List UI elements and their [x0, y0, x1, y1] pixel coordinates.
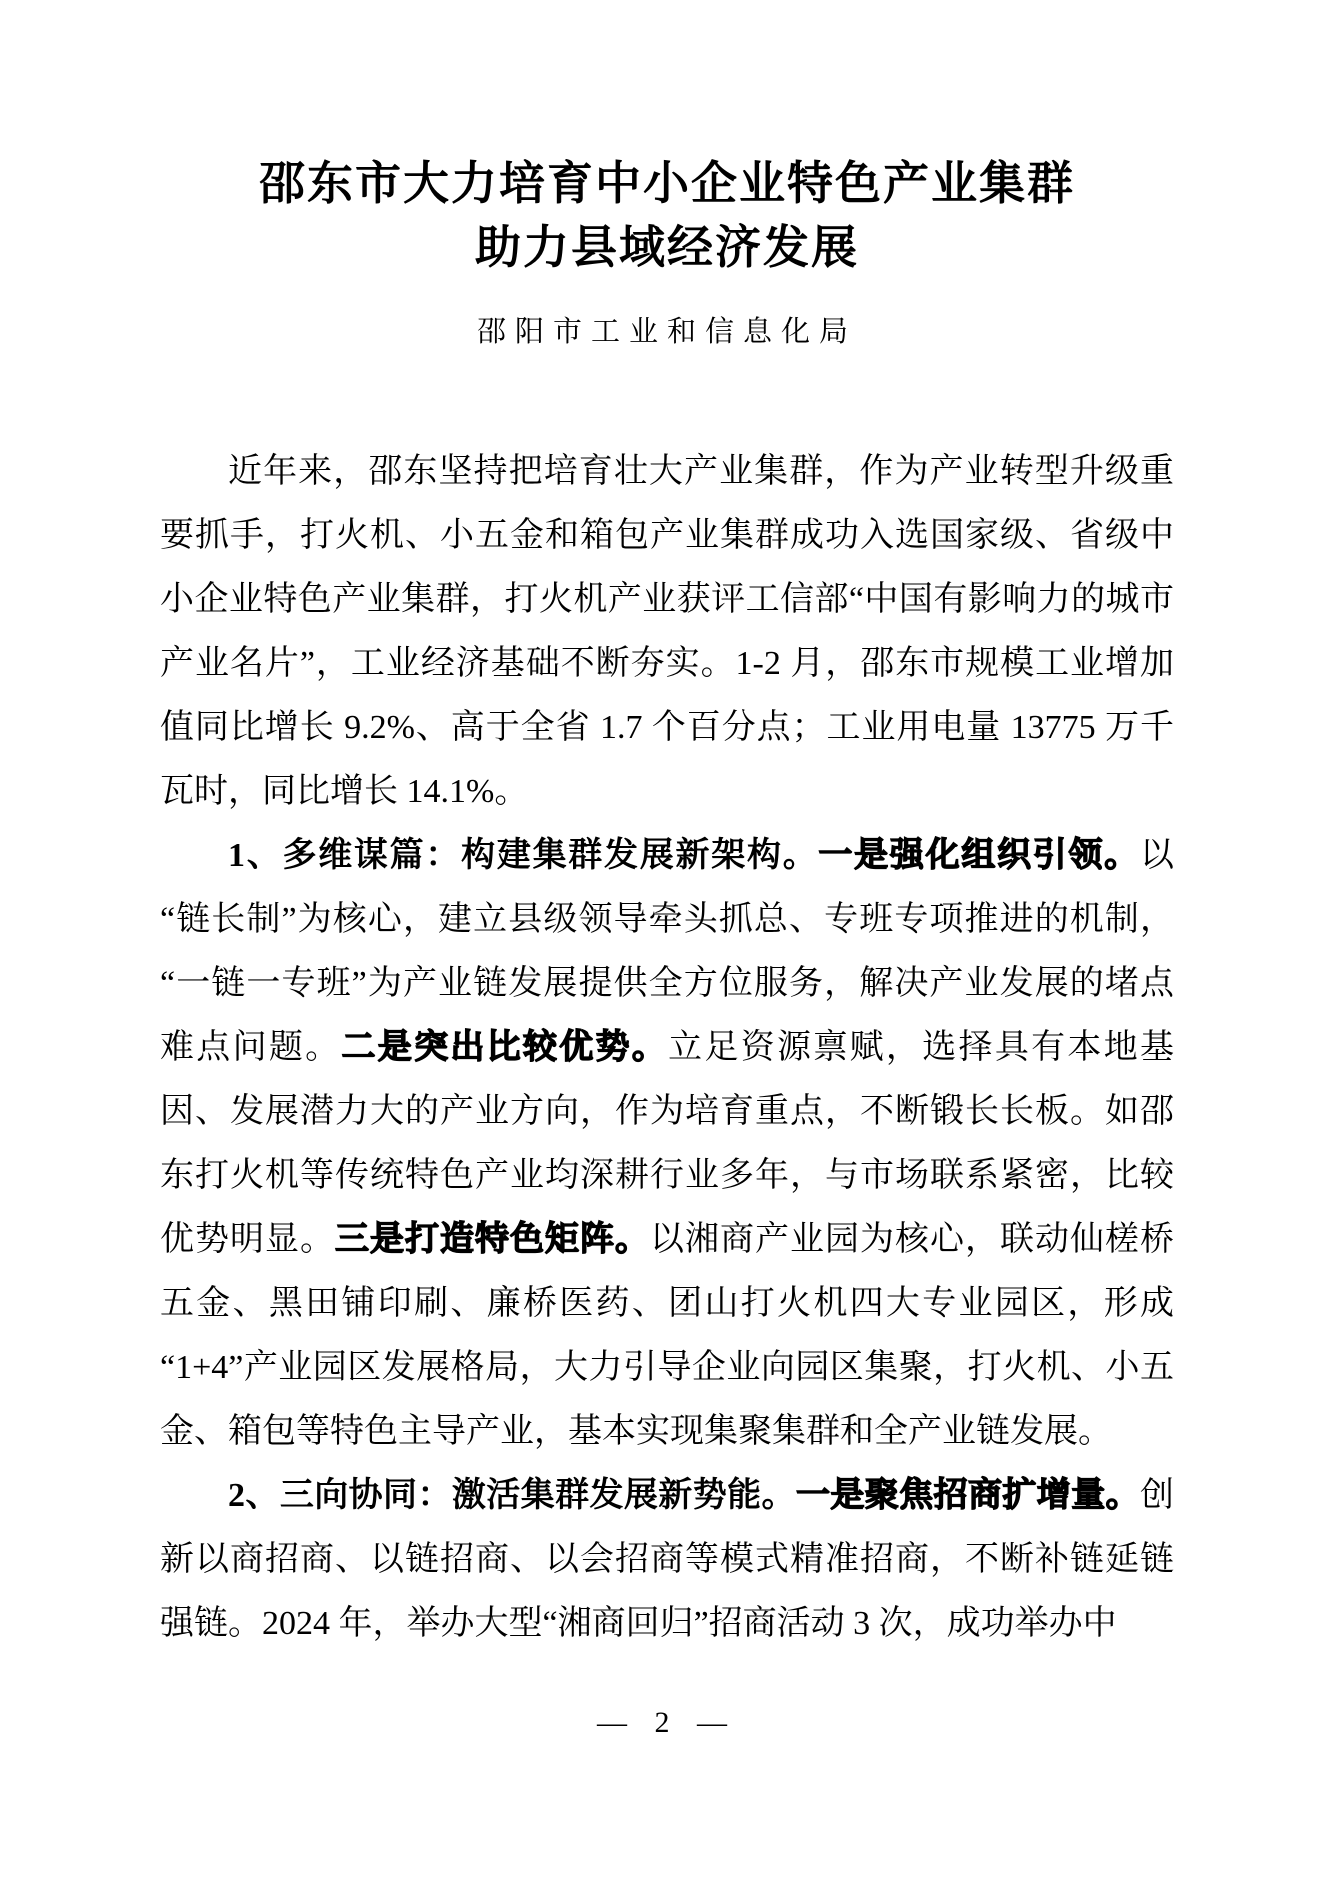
document-author-org: 邵阳市工业和信息化局 [476, 316, 857, 348]
text-run: 立足资源禀赋，选择具有本地基因、发展潜力大的产业方向，作为培育重点，不断锻长长板。如邵东打火机等传统特色产业均深耕行业多年，与市场联系紧密，比较优势明显。 [160, 1029, 1175, 1258]
text-run: 以湘商产业园为核心，联动仙槎桥五金、黑田铺印刷、廉桥医药、团山打火机四大专业园区，形成“1+4”产业园区发展格局，大力引导企业向园区集聚，打火机、小五金、箱包等特色主导产业，基本实现集聚集群和全产业链发展。 [160, 1221, 1174, 1450]
emphasis-text-run: 一是聚焦招商扩增量。 [795, 1477, 1141, 1514]
document-title-line1: 邵东市大力培育中小企业特色产业集群 [259, 158, 1075, 209]
paragraph [160, 1464, 1174, 1656]
section-text-run: 2、三向协同：激活集群发展新势能。 [228, 1477, 796, 1514]
paragraph [160, 440, 1174, 824]
section-text-run: 1、多维谋篇：构建集群发展新架构。 [228, 837, 819, 874]
document-title [0, 152, 1334, 280]
document-title-line2: 助力县域经济发展 [475, 222, 859, 273]
text-run: 近年来，邵东坚持把培育壮大产业集群，作为产业转型升级重要抓手，打火机、小五金和箱包产业集群成功入选国家级、省级中小企业特色产业集群，打火机产业获评工信部“中国有影响力的城市产业名片”，工业经济基础不断夯实。1-2 月，邵东市规模工业增加值同比增长 9.2%、高于全省 1.7 个百分点；工业用电量 13775 万千瓦时，同比增长 14.1%。 [160, 453, 1174, 810]
emphasis-text-run: 二是突出比较优势。 [341, 1029, 669, 1066]
text-run: 以“链长制”为核心，建立县级领导牵头抓总、专班专项推进的机制，“一链一专班”为产业链发展提供全方位服务，解决产业发展的堵点难点问题。 [160, 837, 1174, 1066]
emphasis-text-run: 三是打造特色矩阵。 [335, 1221, 650, 1258]
page-number: — 2 — [597, 1706, 737, 1739]
text-run: 创新以商招商、以链招商、以会招商等模式精准招商，不断补链延链强链。2024 年，举办大型“湘商回归”招商活动 3 次，成功举办中 [160, 1477, 1175, 1642]
emphasis-text-run: 一是强化组织引领。 [818, 837, 1140, 874]
document-body [160, 440, 1174, 1656]
paragraph [160, 824, 1174, 1464]
